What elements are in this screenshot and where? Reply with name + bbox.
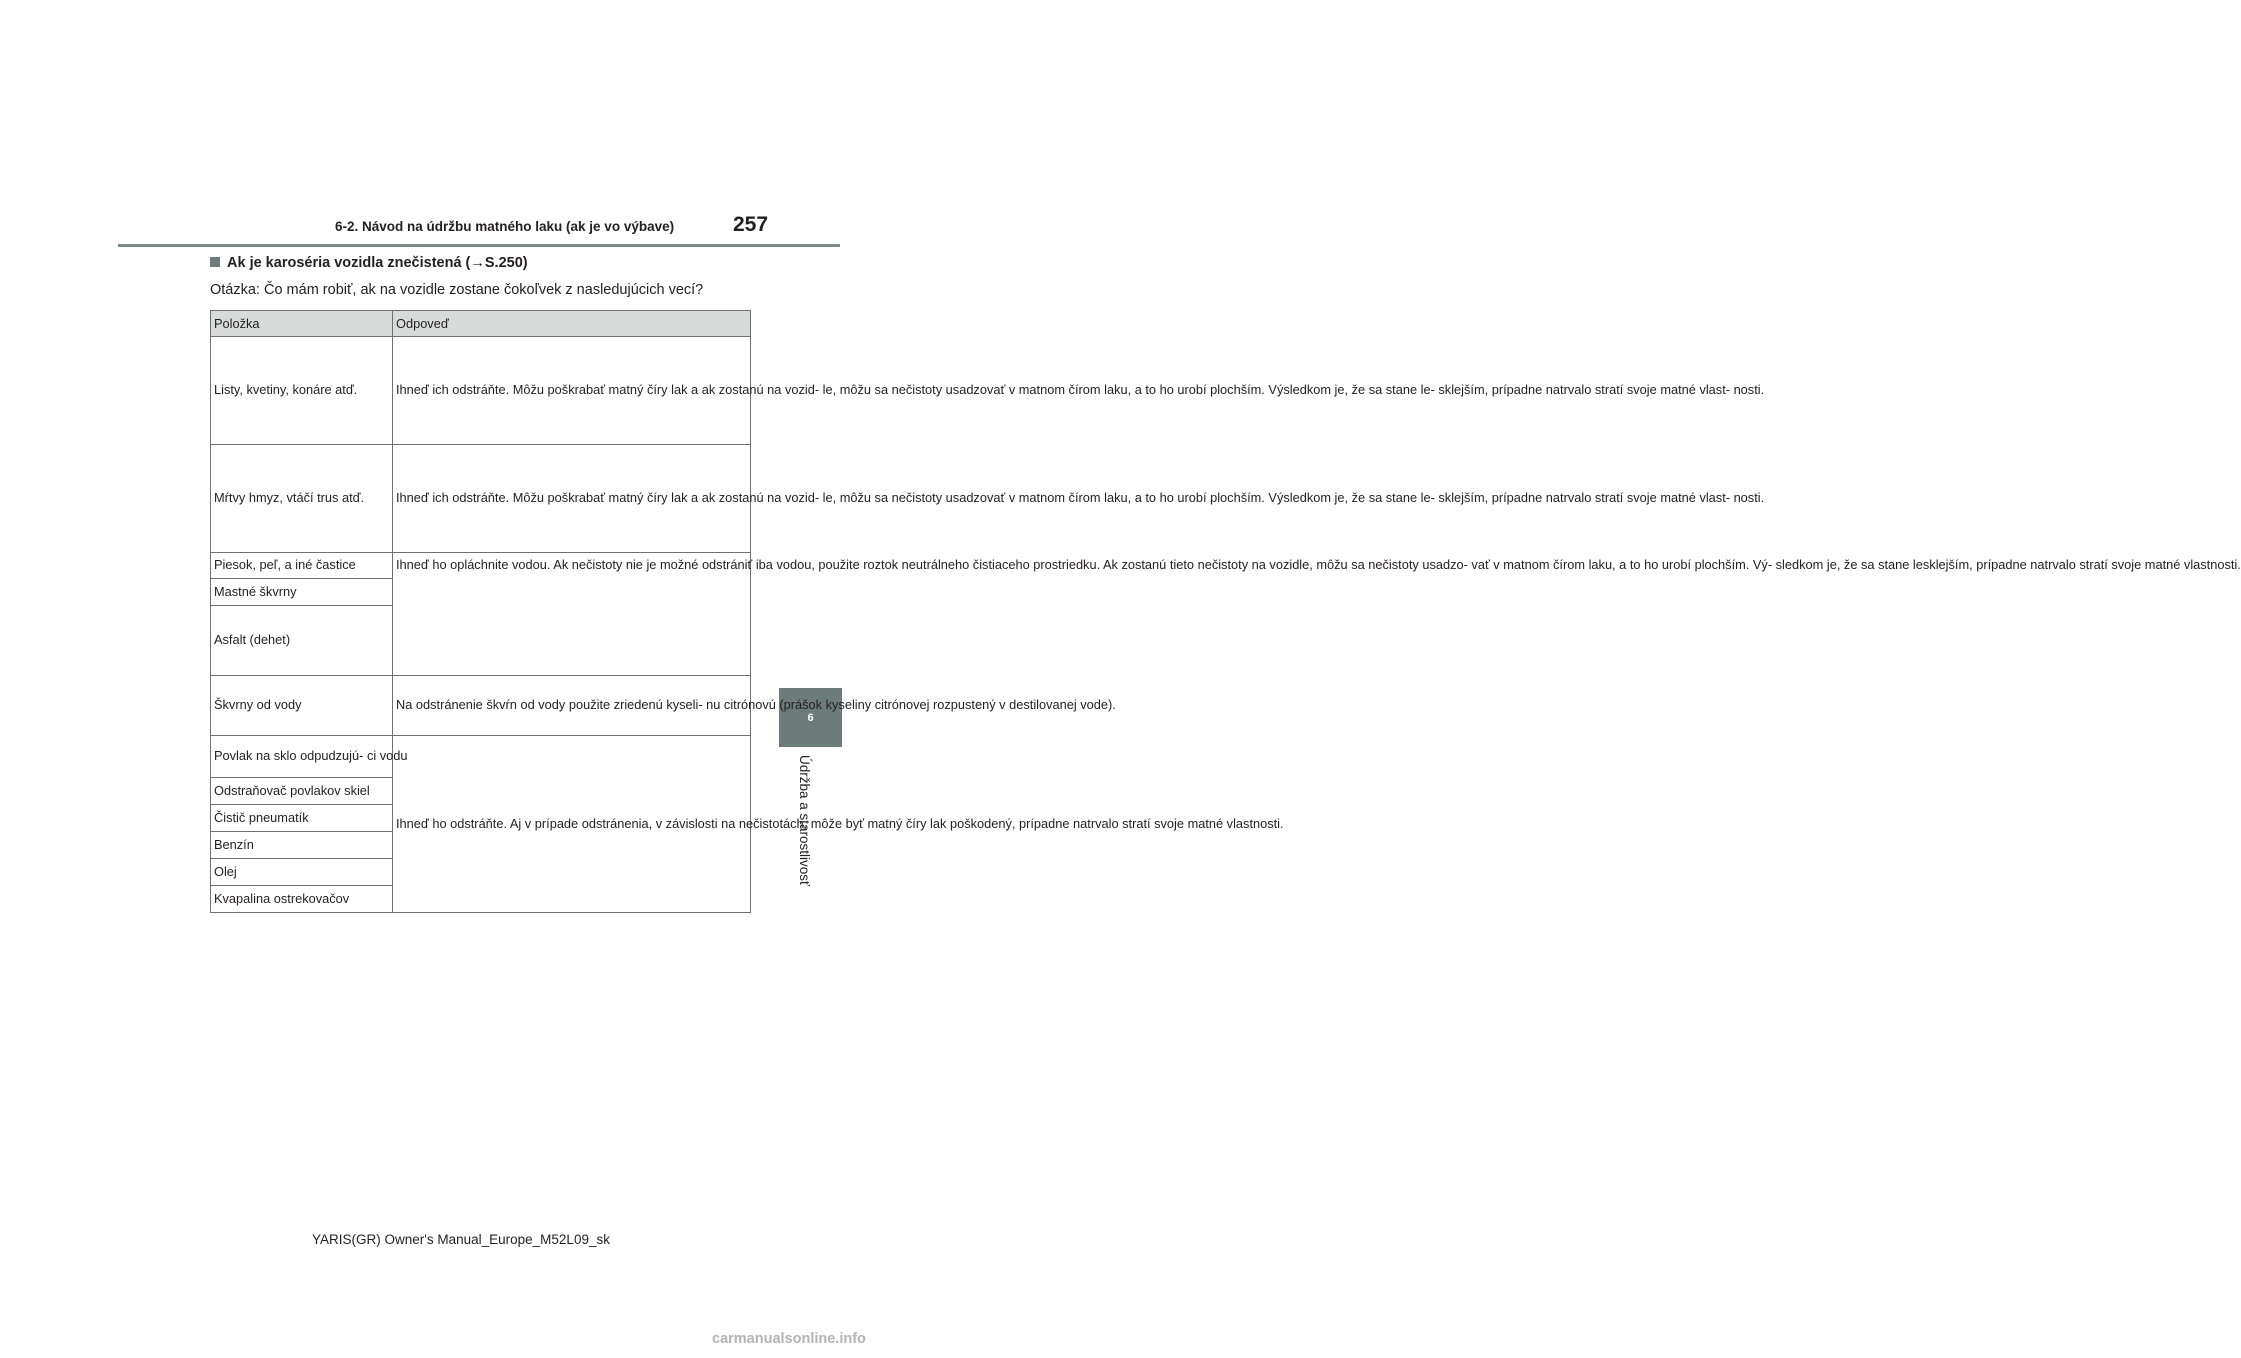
item-cell [211, 579, 393, 606]
table-row [211, 337, 751, 445]
question-text: Otázka: Čo mám robiť, ak na vozidle zostane čokoľvek z nasledujúcich vecí? [210, 282, 704, 298]
item-cell [211, 606, 393, 676]
item-text: Kvapalina ostrekovačov [214, 890, 350, 906]
header-divider [118, 244, 840, 247]
table-row [211, 445, 751, 553]
footer-text: YARIS(GR) Owner's Manual_Europe_M52L09_sk [312, 1232, 610, 1247]
column-header-item: Položka [211, 311, 393, 337]
chapter-label-container [788, 755, 818, 910]
item-cell [211, 337, 393, 445]
table-row [211, 736, 751, 778]
item-cell [211, 778, 393, 805]
section-heading [210, 255, 528, 271]
item-cell [211, 445, 393, 553]
item-text: Mastné škvrny [214, 583, 297, 599]
answer-text: Ihneď ho opláchnite vodou. Ak nečistoty nie je možné odstrániť iba vodou, použite roztok neutrálneho čistiaceho prostriedku. Ak zostanú tieto nečistoty na vozidle, môžu sa nečistoty usadzo- vať v matnom čírom laku, a to ho urobí plochším. Vý- sledkom je, že sa stane lesklejším, prípadne natrvalo stratí svoje matné vlastnosti. [396, 557, 2241, 572]
item-text: Olej [214, 863, 237, 879]
watermark: carmanualsonline.info [712, 1331, 866, 1347]
answer-cell [393, 445, 1765, 553]
answer-text: Ihneď ich odstráňte. Môžu poškrabať matný číry lak a ak zostanú na vozid- le, môžu sa nečistoty usadzovať v matnom čírom laku, a to ho urobí plochším. Výsledkom je, že sa stane le- sklejším, prípadne natrvalo stratí svoje matné vlast- nosti. [396, 490, 1765, 506]
chapter-label: Údržba a starostlivosť [797, 755, 812, 887]
item-cell [211, 553, 393, 579]
answer-text: Na odstránenie škvŕn od vody použite zriedenú kyseli- nu citrónovú (prášok kyseliny citrónovej rozpustený v destilovanej vode). [396, 697, 1116, 713]
section-header-title: 6-2. Návod na údržbu matného laku (ak je vo výbave) [335, 219, 675, 234]
item-cell [211, 859, 393, 886]
item-cell [211, 886, 393, 913]
table-row [211, 676, 751, 736]
item-text: Mŕtvy hmyz, vtáčí trus atď. [214, 490, 365, 506]
answer-cell [393, 337, 1765, 445]
item-text: Čistič pneumatík [214, 809, 309, 825]
answer-text: Ihneď ich odstráňte. Môžu poškrabať matný číry lak a ak zostanú na vozid- le, môžu sa nečistoty usadzovať v matnom čírom laku, a to ho urobí plochším. Výsledkom je, že sa stane le- sklejším, prípadne natrvalo stratí svoje matné vlast- nosti. [396, 382, 1765, 398]
answer-text: Ihneď ho odstráňte. Aj v prípade odstránenia, v závislosti na nečistotách, môže byť matný číry lak poškodený, prípadne natrvalo stratí svoje matné vlastnosti. [396, 815, 1284, 831]
answer-cell [393, 553, 2241, 676]
table-header-row [211, 311, 751, 337]
item-cell [211, 676, 393, 736]
square-bullet-icon [210, 257, 220, 267]
item-text: Škvrny od vody [214, 697, 302, 713]
item-text: Asfalt (dehet) [214, 632, 291, 648]
item-text: Piesok, peľ, a iné častice [214, 557, 356, 573]
item-cell [211, 832, 393, 859]
item-text: Listy, kvetiny, konáre atď. [214, 382, 358, 398]
chapter-number: 6 [807, 712, 814, 724]
answer-cell [393, 676, 1116, 736]
item-text: Benzín [214, 836, 254, 852]
item-cell [211, 736, 408, 778]
page-number: 257 [733, 213, 769, 236]
section-heading-text: Ak je karoséria vozidla znečistená (→S.250) [227, 255, 528, 271]
item-cell [211, 805, 393, 832]
table-row [211, 553, 751, 579]
item-text: Povlak na sklo odpudzujú- ci vodu [214, 748, 408, 764]
item-text: Odstraňovač povlakov skiel [214, 782, 370, 798]
column-header-answer: Odpoveď [393, 311, 751, 337]
